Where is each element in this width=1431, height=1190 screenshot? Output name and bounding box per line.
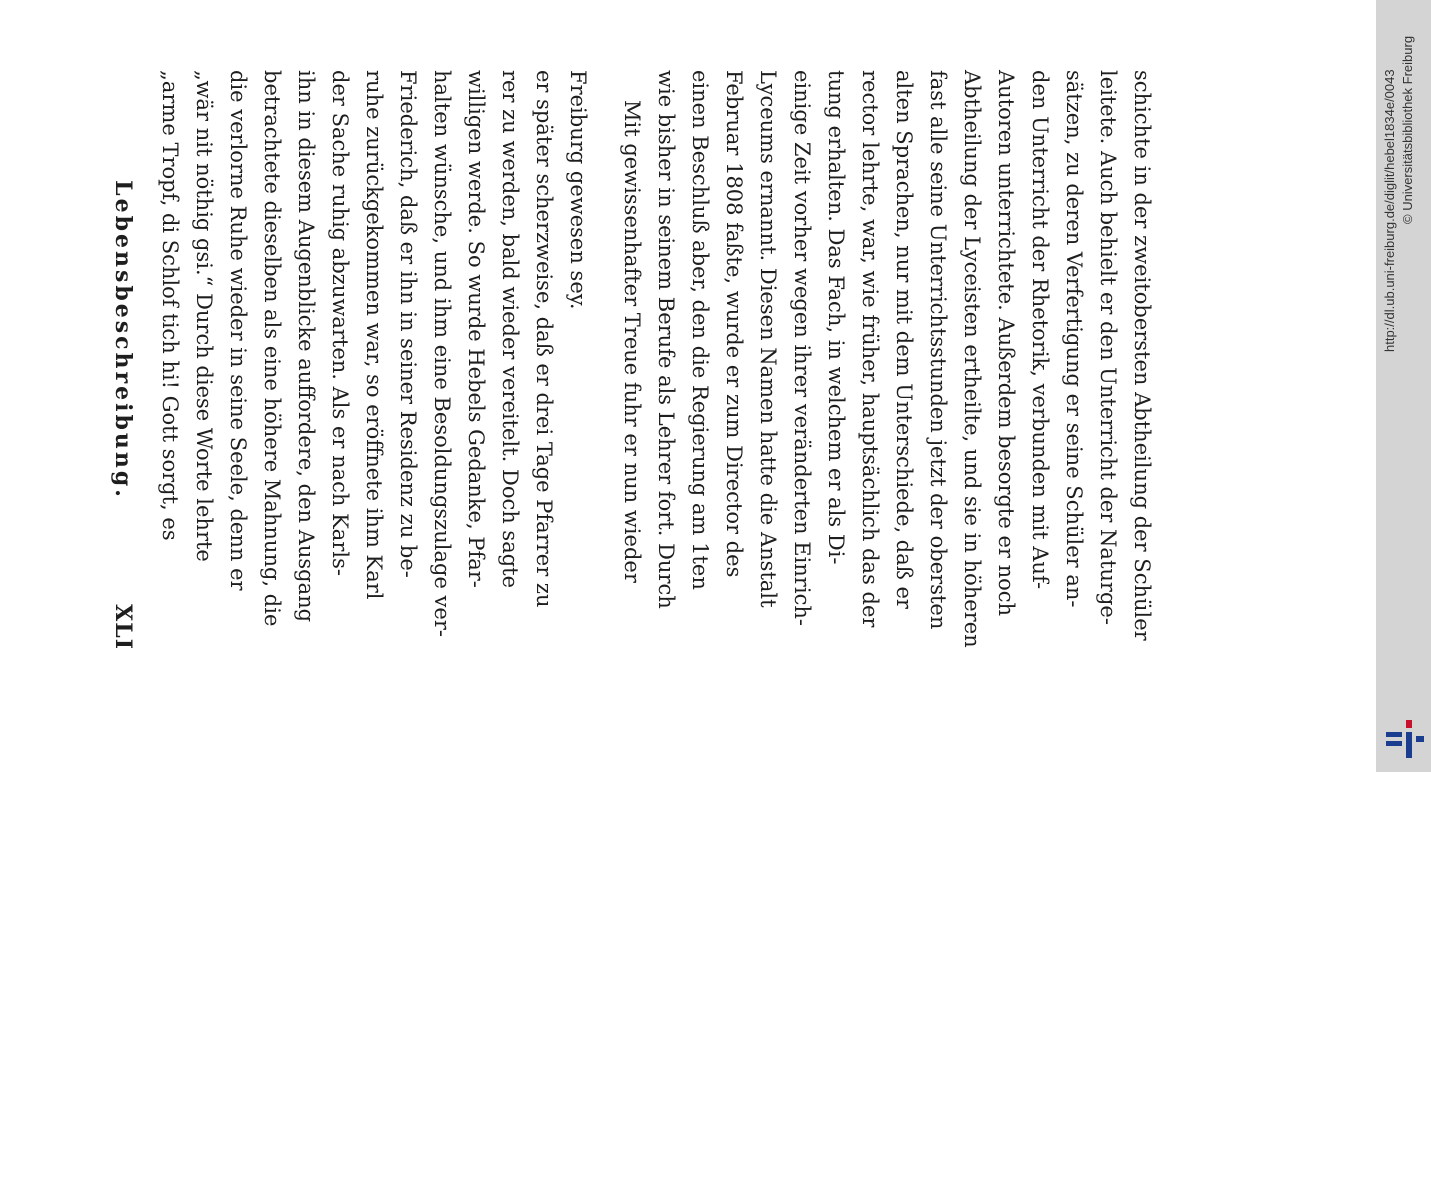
text-line: alten Sprachen, nur mit dem Unterschiede, daß er	[892, 70, 917, 609]
copyright-notice: © Universitätsbibliothek Freiburg	[1400, 35, 1415, 224]
library-logo-icon	[1384, 718, 1426, 760]
text-line: einige Zeit vorher wegen ihrer veränderten Einrich-	[790, 70, 815, 626]
text-line: einen Beschluß aber, den die Regierung am 1ten	[688, 70, 713, 590]
text-line: Freiburg gewesen sey.	[566, 70, 590, 310]
text-line: den Unterricht der Rhetorik, verbunden mit Auf-	[1028, 70, 1053, 590]
text-line: halten wünsche, und ihm eine Besoldungszulage ver-	[430, 70, 454, 637]
text-line: betrachtete dieselben als eine höhere Mahnung, die	[260, 70, 284, 627]
text-line: Februar 1808 faßte, wurde er zum Director des	[722, 70, 747, 578]
text-line: Friederich, daß er ihn in seiner Residenz zu be-	[396, 70, 420, 578]
text-line: Autoren unterrichtete. Außerdem besorgte er noch	[994, 70, 1019, 617]
running-head	[106, 70, 136, 650]
source-url[interactable]: http://dl.ub.uni-freiburg.de/diglit/hebel1834e/0043	[1382, 69, 1397, 352]
text-line: die verlorne Ruhe wieder in seine Seele, denn er	[226, 70, 250, 591]
text-line: Lyceums ernannt. Diesen Namen hatte die Anstalt	[756, 70, 781, 608]
text-line: tung erhalten. Das Fach, in welchem er als Di-	[824, 70, 849, 565]
body-text	[158, 70, 1220, 1190]
text-line: wie bisher in seinem Berufe als Lehrer fort. Durch	[654, 70, 679, 609]
rotated-page-content	[100, 70, 1220, 650]
text-line: Mit gewissenhafter Treue fuhr er nun wieder	[620, 100, 645, 583]
text-line: ihn in diesem Augenblicke auffordere, den Ausgang	[294, 70, 318, 623]
text-line: schichte in der zweitobersten Abtheilung der Schüler	[1130, 70, 1155, 641]
text-line: rer zu werden, bald wieder vereitelt. Doch sagte	[498, 70, 522, 589]
text-line: willigen werde. So wurde Hebels Gedanke, Pfar-	[464, 70, 488, 588]
text-line: rector lehrte, war, wie früher, hauptsächlich das der	[858, 70, 883, 628]
sidebar	[1376, 0, 1431, 772]
text-line: leitete. Auch behielt er den Unterricht der Naturge-	[1096, 70, 1121, 625]
text-line: „arme Tropf, di Schlof tich hi! Gott sorgt, es	[158, 70, 182, 541]
text-line: ruhe zurückgekommen war, so eröffnete ihm Karl	[362, 70, 386, 600]
page-number: XLI	[110, 604, 136, 650]
text-line: „wär nit nöthig gsi.“ Durch diese Worte lehrte	[192, 70, 216, 562]
text-line: fast alle seine Unterrichtsstunden jetzt der obersten	[926, 70, 951, 630]
text-line: er später scherzweise, daß er drei Tage Pfarrer zu	[532, 70, 556, 608]
running-head-title: Lebensbeschreibung.	[110, 180, 136, 500]
text-line: sätzen, zu deren Verfertigung er seine Schüler an-	[1062, 70, 1087, 608]
text-line: Abtheilung der Lyceisten ertheilte, und sie in höheren	[960, 70, 985, 648]
text-line: der Sache ruhig abzuwarten. Als er nach Karls-	[328, 70, 352, 576]
